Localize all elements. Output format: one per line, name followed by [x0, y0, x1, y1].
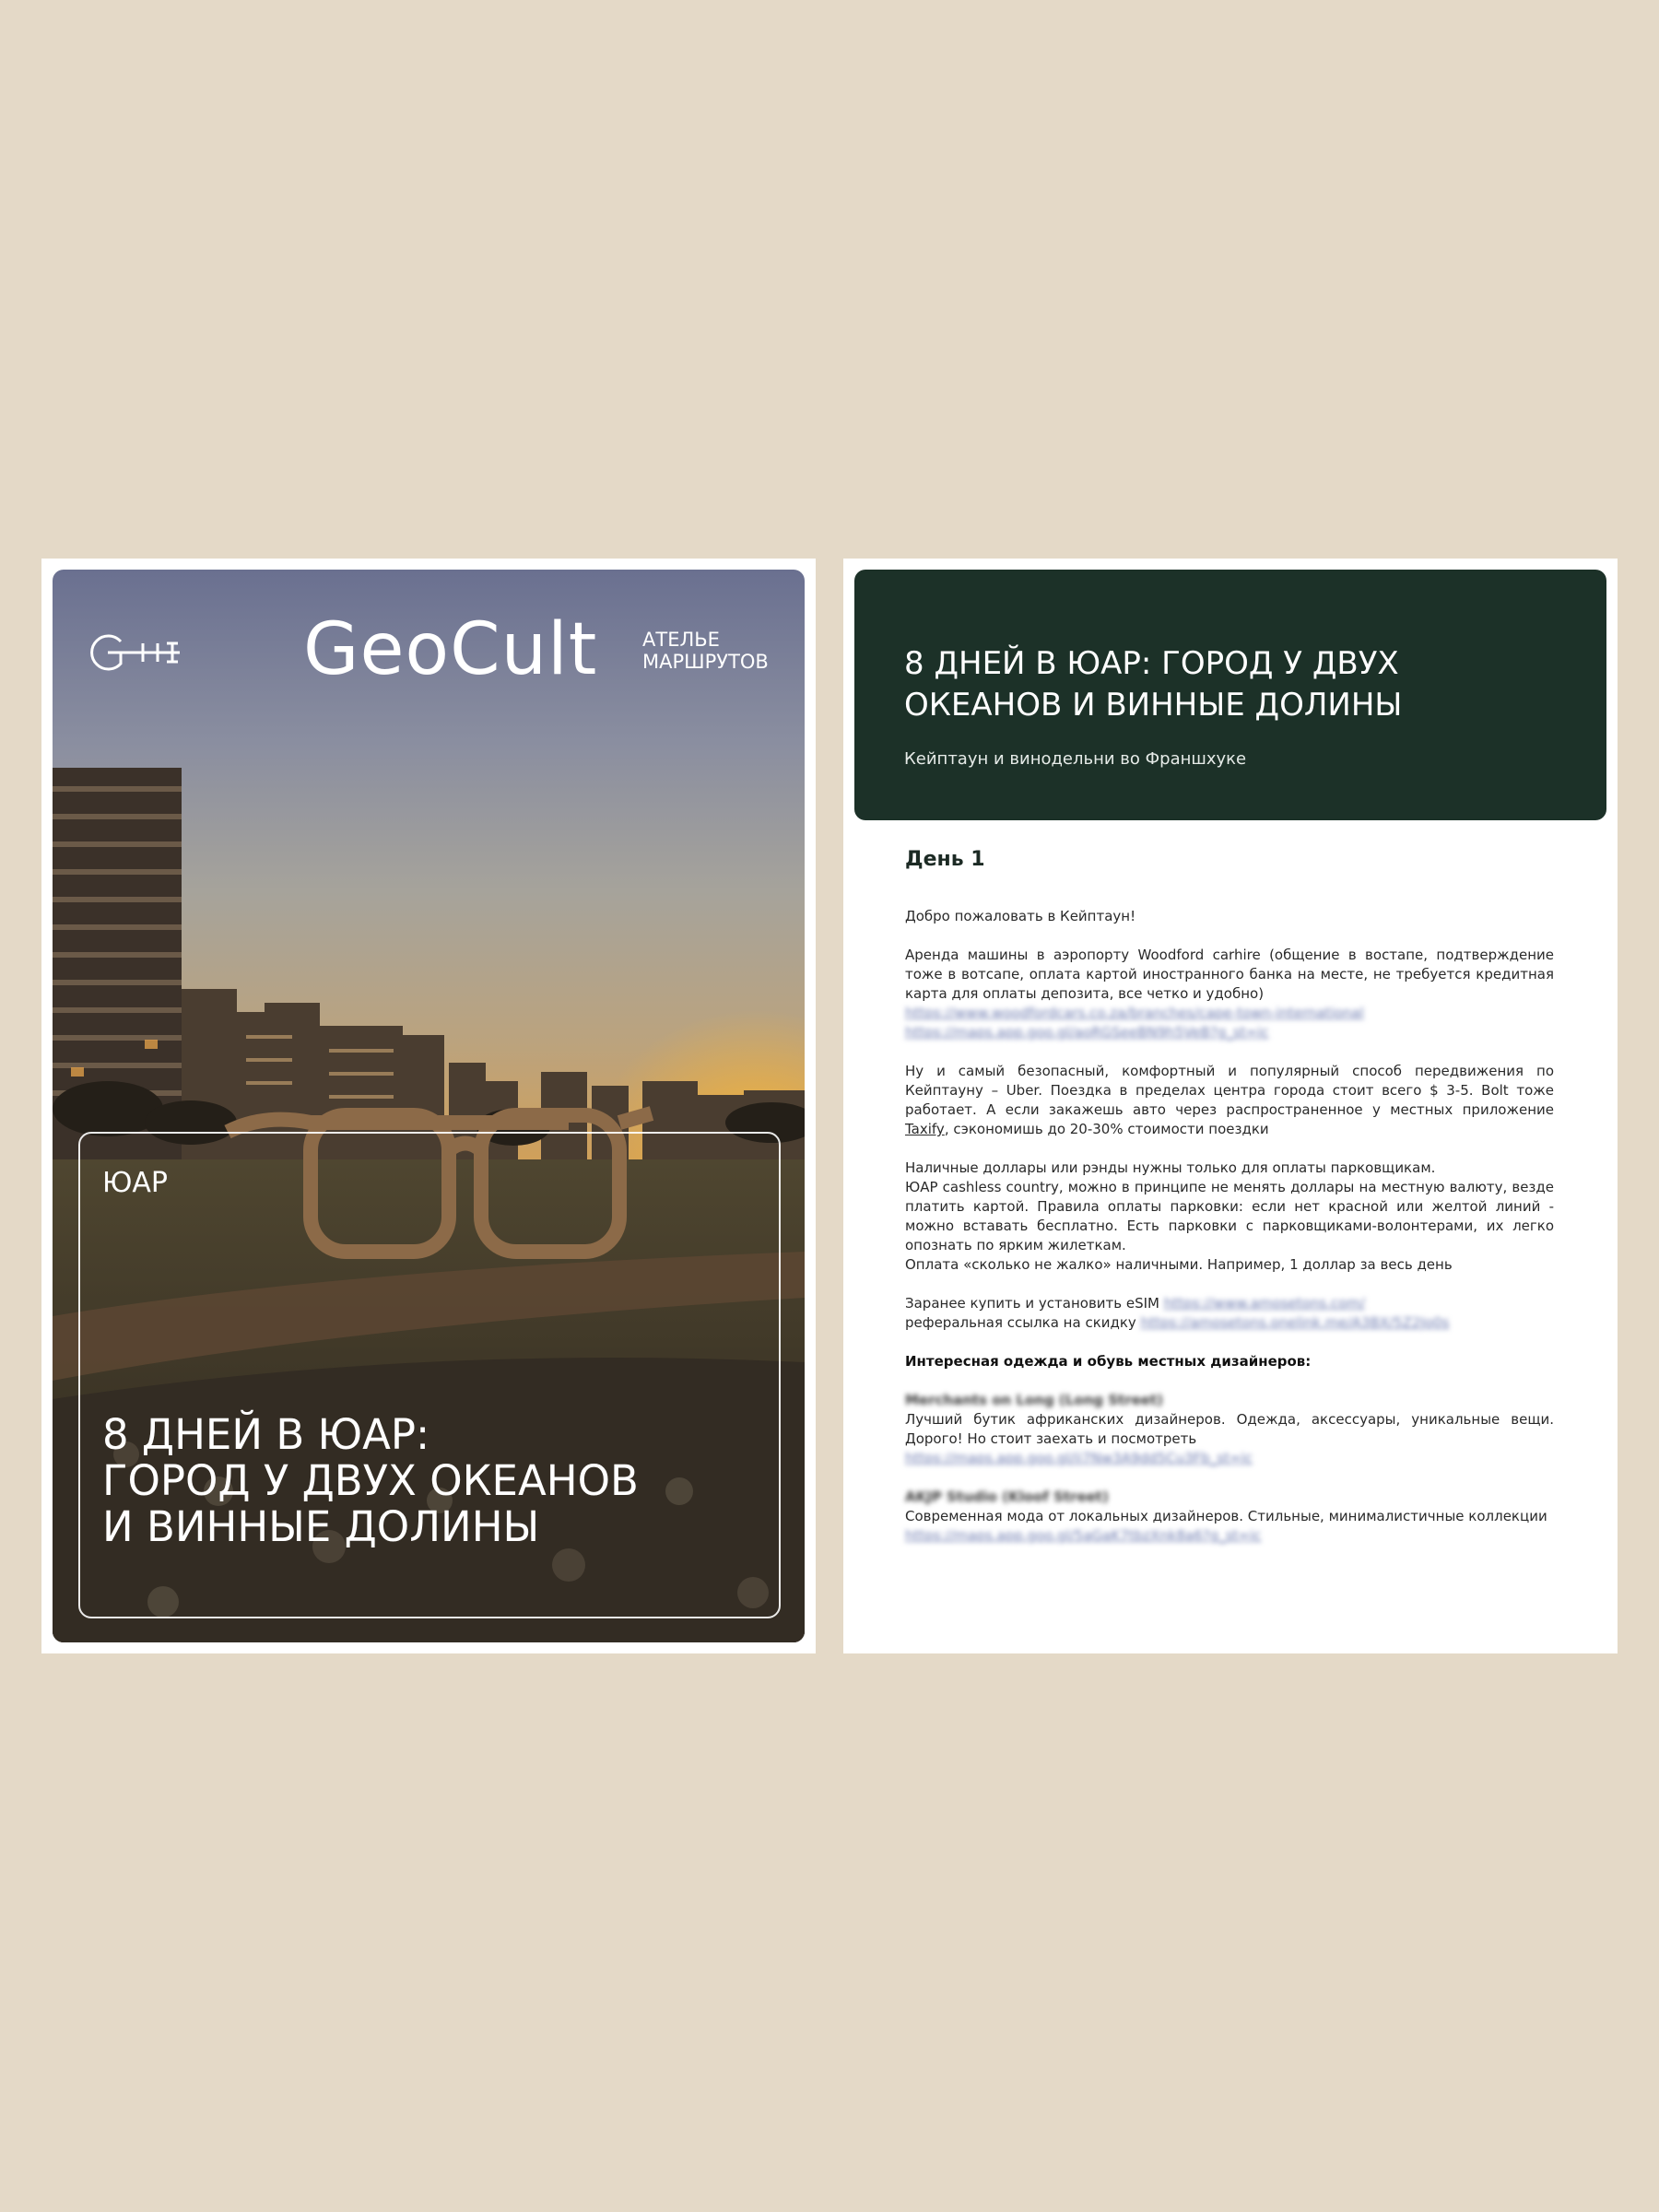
cash-section — [905, 1159, 1554, 1275]
country-label: ЮАР — [102, 1167, 169, 1199]
esim-section — [905, 1294, 1554, 1333]
car-rental-text: Аренда машины в аэропорту Woodford carhire (общение в востапе, подтверждение тоже в вотсапе, оплата картой иностранного банка на месте, не требуется кредитная карта для оплаты депозита, все четко и удобно) — [905, 947, 1554, 1002]
shop-name: AKJP Studio (Kloof Street) — [905, 1488, 1109, 1505]
document-subtitle: Кейптаун и винодельни во Франшхуке — [904, 749, 1247, 769]
shop-map-link[interactable]: https://maps.app.goo.gl/5aGaK7tbzXnk8a6?g_st=ic — [905, 1527, 1262, 1544]
cover-title — [102, 1412, 766, 1550]
document-title-line: 8 ДНЕЙ В ЮАР: ГОРОД У ДВУХ — [904, 645, 1399, 682]
designers-heading: Интересная одежда и обувь местных дизайнеров: — [905, 1353, 1312, 1370]
car-rental-link[interactable]: https://www.woodfordcars.co.za/branches/cape-town-international — [905, 1005, 1364, 1021]
shop-entry — [905, 1391, 1554, 1468]
document-page — [843, 559, 1618, 1653]
brand-tagline-line: АТЕЛЬЕ — [642, 629, 720, 651]
shop-description: Современная мода от локальных дизайнеров. Стильные, минималистичные коллекции — [905, 1508, 1547, 1524]
brand-tagline — [642, 629, 799, 673]
shop-description: Лучший бутик африканских дизайнеров. Одежда, аксессуары, уникальные вещи. Дорого! Но стоит заехать и посмотреть — [905, 1411, 1554, 1447]
taxify-link[interactable]: Taxify — [905, 1121, 945, 1137]
cover-photo — [53, 570, 805, 1642]
car-map-link[interactable]: https://maps.app.goo.gl/aoRGSeeBN9h5VeB?g_st=ic — [905, 1024, 1269, 1041]
geocult-key-logo-icon — [88, 630, 183, 675]
welcome-text: Добро пожаловать в Кейптаун! — [905, 908, 1136, 924]
cover-title-line: ГОРОД У ДВУХ ОКЕАНОВ — [102, 1456, 639, 1505]
uber-text: Ну и самый безопасный, комфортный и популярный способ передвижения по Кейптауну – Uber. Поездка в пределах центра города стоит всего $ 3-5. Bolt тоже работает. А если закажешь авто через распространенное у местных приложение — [905, 1063, 1554, 1118]
cover-page — [41, 559, 816, 1653]
document-title — [904, 643, 1568, 726]
cash-text: ЮАР cashless country, можно в принципе не менять доллары на местную валюту, везде платить картой. Правила оплаты парковки: если нет красной или желтой линий - можно вставать бесплатно. Есть парковки с парковщиками-волонтерами, их легко опознать по ярким жилеткам. — [905, 1179, 1554, 1253]
esim-link[interactable]: https://www.amosetons.com/ — [1163, 1295, 1366, 1312]
referral-link[interactable]: https://amosetons.onelink.me/A3BX/5Z2Jo0s — [1140, 1314, 1450, 1331]
brand-tagline-line: МАРШРУТОВ — [642, 651, 769, 673]
car-rental-section — [905, 946, 1554, 1042]
esim-text: Заранее купить и установить eSIM — [905, 1295, 1159, 1312]
shop-map-link[interactable]: https://maps.app.goo.gl/ii7Nw3A9dd5Cu3Fb_st=ic — [905, 1450, 1253, 1466]
cover-title-line: 8 ДНЕЙ В ЮАР: — [102, 1410, 430, 1459]
day-heading: День 1 — [905, 848, 985, 871]
document-body — [905, 907, 1554, 1565]
cash-text: Наличные доллары или рэнды нужны только для оплаты парковщикам. — [905, 1159, 1436, 1176]
cash-text: Оплата «сколько не жалко» наличными. Например, 1 доллар за весь день — [905, 1256, 1453, 1273]
uber-section — [905, 1062, 1554, 1139]
uber-text-end: , сэкономишь до 20-30% стоимости поездки — [944, 1121, 1269, 1137]
document-title-line: ОКЕАНОВ И ВИННЫЕ ДОЛИНЫ — [904, 687, 1403, 724]
brand-name: GeoCult — [303, 608, 598, 691]
referral-text: реферальная ссылка на скидку — [905, 1314, 1136, 1331]
shop-entry — [905, 1488, 1554, 1546]
shop-name: Merchants on Long (Long Street) — [905, 1392, 1163, 1408]
document-header — [854, 570, 1606, 820]
cover-title-line: И ВИННЫЕ ДОЛИНЫ — [102, 1502, 540, 1551]
